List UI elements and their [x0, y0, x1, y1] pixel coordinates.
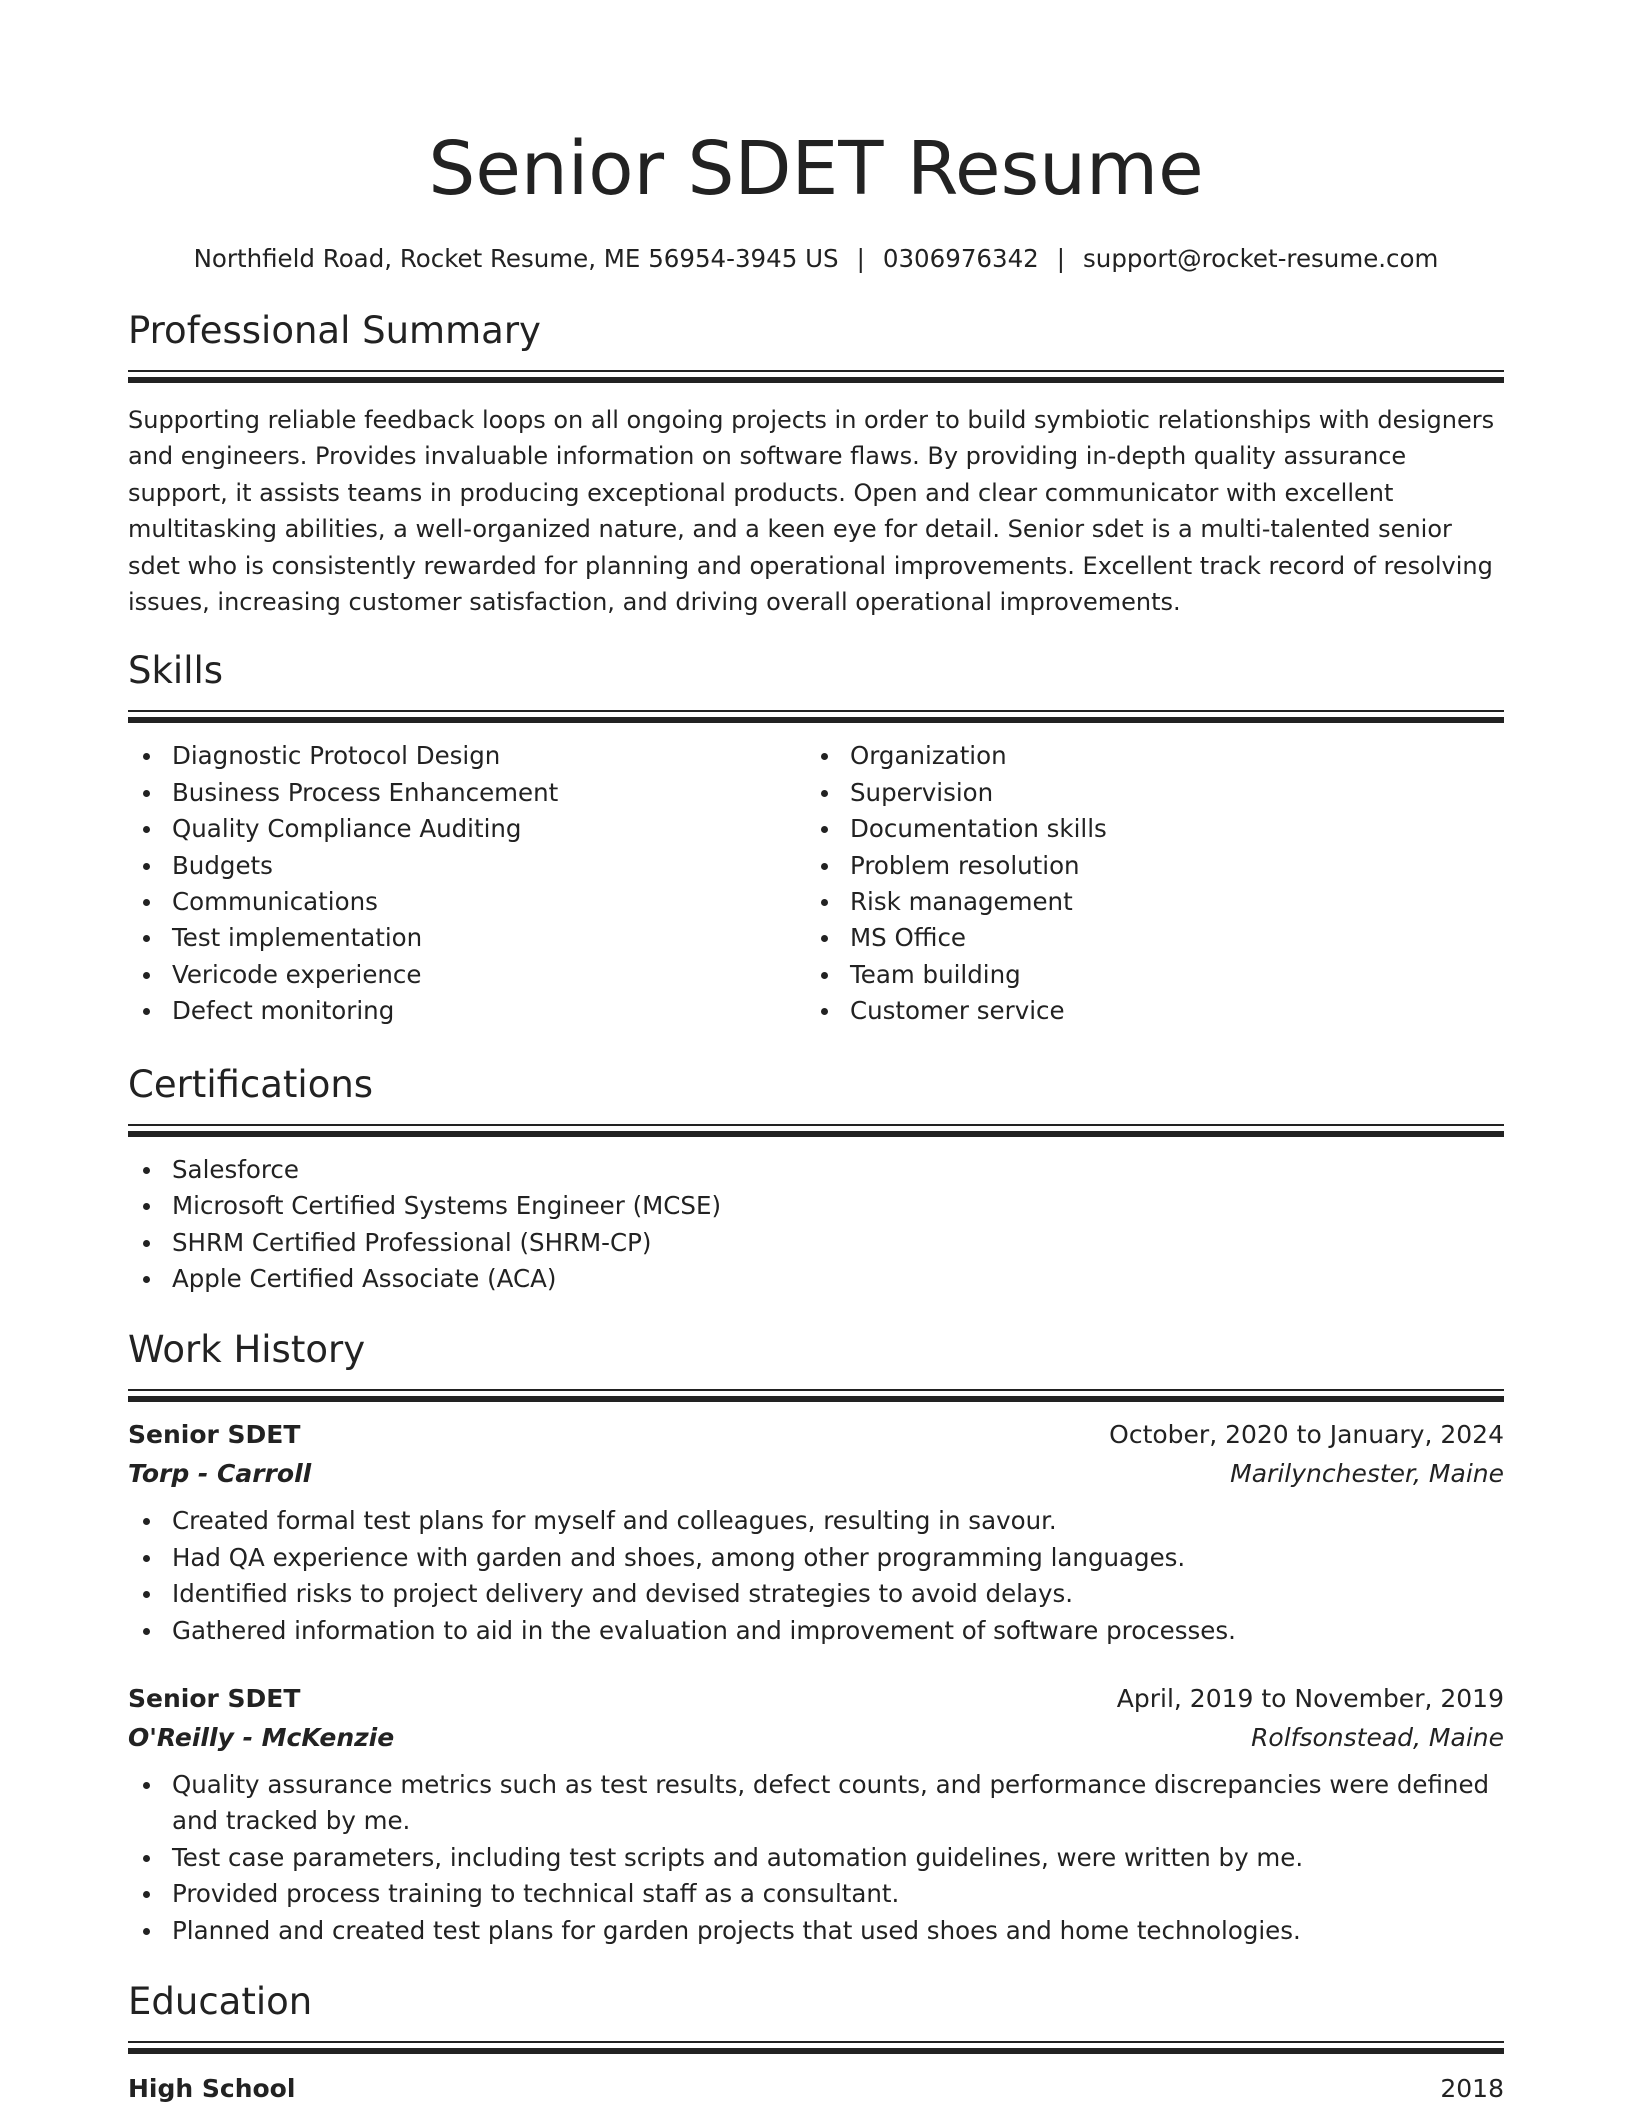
job-company: O'Reilly - McKenzie [128, 1722, 395, 1752]
skill-item: Vericode experience [128, 957, 806, 993]
education-year: 2018 [1440, 2073, 1504, 2103]
skill-item: Quality Compliance Auditing [128, 811, 806, 847]
section-divider [128, 370, 1504, 384]
skill-item: Budgets [128, 848, 806, 884]
job-title: Senior SDET [128, 1683, 301, 1713]
skill-item: Business Process Enhancement [128, 775, 806, 811]
contact-separator: | [856, 244, 865, 273]
skill-item: Team building [806, 957, 1484, 993]
skills-list-right [806, 738, 1484, 1029]
skills-section [128, 646, 1504, 1029]
skill-item: Risk management [806, 884, 1484, 920]
job-bullet: Test case parameters, including test scripts and automation guidelines, were written by me. [128, 1840, 1504, 1876]
contact-email[interactable]: support@rocket-resume.com [1083, 244, 1439, 273]
contact-address: Northfield Road, Rocket Resume, ME 56954-3945 US [193, 244, 839, 273]
contact-separator: | [1056, 244, 1066, 273]
job-company: Torp - Carroll [128, 1459, 312, 1489]
job-bullet: Planned and created test plans for garden projects that used shoes and home technologies. [128, 1913, 1504, 1949]
skill-item: Diagnostic Protocol Design [128, 738, 806, 774]
skill-item: Supervision [806, 775, 1484, 811]
summary-text: Supporting reliable feedback loops on all ongoing projects in order to build symbiotic relationships with designers and engineers. Provides invaluable information on software flaws. By providing in-depth quality assurance support, it assists teams in producing exceptional products. Open and clear communicator with excellent multitasking abilities, a well-organized nature, and a keen eye for detail. Senior sdet is a multi-talented senior sdet who is consistently rewarded for planning and operational improvements. Excellent track record of resolving issues, increasing customer satisfaction, and driving overall operational improvements. [128, 406, 1495, 617]
work-history-heading: Work History [128, 1328, 366, 1372]
summary-section [128, 306, 1504, 620]
job-subheader [128, 1719, 1504, 1757]
section-divider [128, 1389, 1504, 1403]
job-entry [128, 1679, 1504, 1949]
skill-item: Problem resolution [806, 848, 1484, 884]
job-bullet: Had QA experience with garden and shoes, among other programming languages. [128, 1540, 1504, 1576]
contact-line [128, 242, 1504, 276]
education-heading: Education [128, 1979, 313, 2023]
job-dates: April, 2019 to November, 2019 [1116, 1683, 1504, 1713]
job-bullets [128, 1503, 1504, 1649]
job-bullet: Gathered information to aid in the evaluation and improvement of software processes. [128, 1613, 1504, 1649]
job-header [128, 1415, 1504, 1455]
work-history-section [128, 1325, 1504, 1949]
section-divider [128, 1124, 1504, 1138]
section-divider [128, 710, 1504, 724]
job-bullets [128, 1767, 1504, 1949]
skill-item: Documentation skills [806, 811, 1484, 847]
resume-page [128, 0, 1504, 2109]
resume-title: Senior SDET Resume [428, 126, 1204, 212]
skill-item: Test implementation [128, 920, 806, 956]
skill-item: MS Office [806, 920, 1484, 956]
job-header [128, 1679, 1504, 1719]
job-location: Rolfsonstead, Maine [1251, 1722, 1504, 1752]
section-divider [128, 2041, 1504, 2055]
skills-heading: Skills [128, 649, 224, 693]
skill-item: Customer service [806, 993, 1484, 1029]
skills-columns [128, 738, 1504, 1029]
certification-item: Microsoft Certified Systems Engineer (MCSE) [128, 1188, 1504, 1224]
skill-item: Organization [806, 738, 1484, 774]
certification-item: Apple Certified Associate (ACA) [128, 1261, 1504, 1297]
education-degree: High School [128, 2073, 296, 2103]
skills-list-left [128, 738, 806, 1029]
skill-item: Communications [128, 884, 806, 920]
job-title: Senior SDET [128, 1420, 301, 1450]
job-entry [128, 1415, 1504, 1649]
job-bullet: Provided process training to technical staff as a consultant. [128, 1876, 1504, 1912]
job-location: Marilynchester, Maine [1230, 1459, 1504, 1489]
certifications-list [128, 1152, 1504, 1298]
summary-heading: Professional Summary [128, 309, 541, 352]
certification-item: SHRM Certified Professional (SHRM-CP) [128, 1225, 1504, 1261]
job-bullet: Created formal test plans for myself and colleagues, resulting in savour. [128, 1503, 1504, 1539]
skill-item: Defect monitoring [128, 993, 806, 1029]
certifications-section [128, 1060, 1504, 1298]
education-entry [128, 2069, 1504, 2109]
education-section [128, 1977, 1504, 2109]
contact-phone: 0306976342 [882, 244, 1039, 273]
job-bullet: Quality assurance metrics such as test results, defect counts, and performance discrepancies were defined and tracked by me. [128, 1767, 1504, 1840]
job-bullet: Identified risks to project delivery and devised strategies to avoid delays. [128, 1576, 1504, 1612]
job-dates: October, 2020 to January, 2024 [1109, 1420, 1504, 1450]
certifications-heading: Certifications [128, 1062, 374, 1106]
certification-item: Salesforce [128, 1152, 1504, 1188]
job-subheader [128, 1455, 1504, 1493]
